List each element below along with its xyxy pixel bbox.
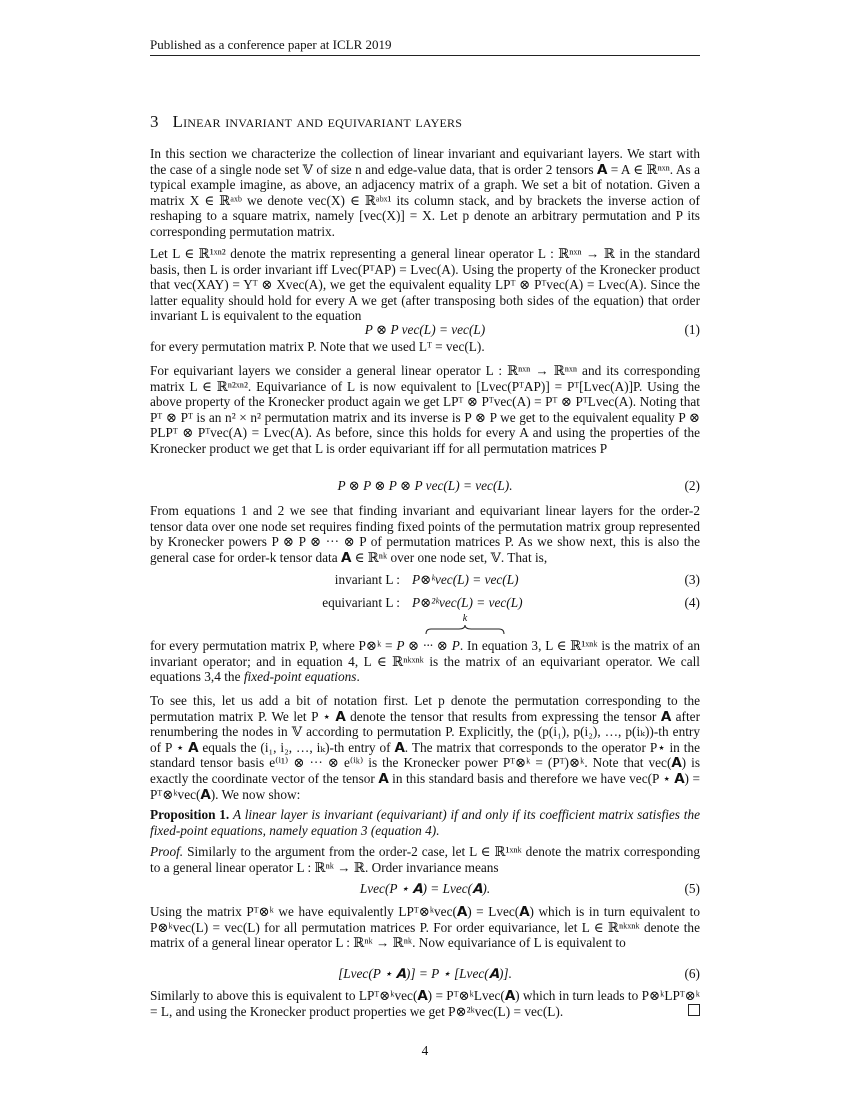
paragraph-equivariance: For equivariant layers we consider a general linear operator L : ℝⁿˣⁿ → ℝⁿˣⁿ and its corresponding matrix L ∈ ℝⁿ²ˣⁿ². Equivariance of L is now equivalent to [Lvec(PᵀAP)] = Pᵀ[Lvec(A)]P. Using the above property of the Kronecker product again we get LPᵀ ⊗ Pᵀvec(A) = Pᵀ ⊗ PᵀLvec(A). Noting that Pᵀ ⊗ Pᵀ is an n² × n² permutation matrix and its inverse is P ⊗ P we get to the equivalent equality P ⊗ PLPᵀ ⊗ Pᵀvec(A) = Lvec(A). As before, since this holds for every A and using the properties of the Kronecker product we get that L is order equivariant iff for all permutation matrices P xyxy=(150,363,700,456)
proof-label: Proof. xyxy=(150,844,184,859)
equation-4 xyxy=(150,595,700,611)
equation-4-label: equivariant L : xyxy=(322,595,400,610)
paragraph-fixed-point-equations xyxy=(150,638,700,685)
header-rule xyxy=(150,55,700,56)
running-header: Published as a conference paper at ICLR 2019 xyxy=(150,37,392,52)
paragraph-equivalence: Using the matrix Pᵀ⊗ᵏ we have equivalently LPᵀ⊗ᵏvec(𝗔) = Lvec(𝗔) which is in turn equivalent to P⊗ᵏvec(L) = vec(L) for all permutation matrices P. For order equivariance, let L ∈ ℝⁿᵏˣⁿᵏ denote the matrix of a general linear operator L : ℝⁿᵏ → ℝⁿᵏ. Now equivariance of L is equivalent to xyxy=(150,904,700,951)
proposition-text: A linear layer is invariant (equivariant) if and only if its coefficient matrix satisfies the fixed-point equations, namely equation 3 (equation 4). xyxy=(150,807,701,838)
fixed-point-text-b: . In equation 3, L ∈ ℝ¹ˣⁿᵏ is the matrix of an invariant operator; and in equation 4, L ∈ ℝⁿᵏˣⁿᵏ is the matrix of an equivariant operator. We call equations 3,4 the xyxy=(150,638,700,685)
paragraph-fixed-points: From equations 1 and 2 we see that finding invariant and equivariant linear layers for the order-2 tensor data over one node set requires finding fixed points of the permutation matrix group represented by Kronecker powers P ⊗ P ⊗ ··· ⊗ P of permutation matrices P. As we show next, this is also the general case for order-k tensor data 𝗔 ∈ ℝⁿᵏ over one node set, 𝕍. That is, xyxy=(150,503,700,565)
equation-1-number: (1) xyxy=(684,322,700,337)
overbrace-label: k xyxy=(462,613,468,624)
equation-4-number: (4) xyxy=(684,595,700,610)
equation-1-body: P ⊗ P vec(L) = vec(L) xyxy=(364,322,486,337)
section-title: Linear invariant and equivariant layers xyxy=(172,112,463,131)
equation-5 xyxy=(150,881,700,897)
proposition-label: Proposition 1. xyxy=(150,807,230,822)
equation-3-label: invariant L : xyxy=(334,572,400,587)
equation-5-number: (5) xyxy=(684,881,700,896)
conclusion-text: Similarly to above this is equivalent to LPᵀ⊗ᵏvec(𝗔) = Pᵀ⊗ᵏLvec(𝗔) which in turn leads to P⊗ᵏLPᵀ⊗ᵏ = L, and using the Kronecker product properties we get P⊗²ᵏvec(L) = vec(L). xyxy=(150,988,700,1019)
equation-3 xyxy=(150,572,700,588)
fixed-point-text-d: . xyxy=(356,669,360,685)
paragraph-intro: In this section we characterize the collection of linear invariant and equivariant layers. We start with the case of a single node set 𝕍 of size n and edge-value data, that is order 2 tensors 𝗔 = A ∈ ℝⁿˣⁿ. As a typical example imagine, as above, an adjacency matrix of a graph. We set a bit of notation. Given a matrix X ∈ ℝᵃˣᵇ we denote vec(X) ∈ ℝᵃᵇˣ¹ its column stack, and by brackets the inverse action of reshaping to a square matrix, namely [vec(X)] = X. Let p denote an arbitrary permutation and P its corresponding permutation matrix. xyxy=(150,146,700,239)
equation-3-number: (3) xyxy=(684,572,700,587)
paragraph-conclusion xyxy=(150,988,700,1019)
equation-5-body: Lvec(P ⋆ 𝗔) = Lvec(𝗔). xyxy=(359,881,491,896)
equation-4-body: P⊗²ᵏvec(L) = vec(L) xyxy=(412,595,523,610)
section-heading xyxy=(150,112,700,132)
proposition xyxy=(150,807,700,838)
equation-6-body: [Lvec(P ⋆ 𝗔)] = P ⋆ [Lvec(𝗔)]. xyxy=(338,966,512,981)
overbrace xyxy=(425,615,505,637)
fixed-point-emphasis: fixed-point equations xyxy=(243,669,357,685)
paragraph-note: for every permutation matrix P. Note that we used Lᵀ = vec(L). xyxy=(150,339,485,354)
overbrace-glyph xyxy=(425,625,505,635)
section-number: 3 xyxy=(150,112,159,131)
equation-6 xyxy=(150,966,700,982)
proof xyxy=(150,844,700,875)
equation-1 xyxy=(150,322,700,338)
paragraph-invariance: Let L ∈ ℝ¹ˣⁿ² denote the matrix representing a general linear operator L : ℝⁿˣⁿ → ℝ in the standard basis, then L is order invariant iff Lvec(PᵀAP) = Lvec(A). Using the property of the Kronecker product that vec(XAY) = Yᵀ ⊗ Xvec(A), we get the equivalent equality LPᵀ ⊗ Pᵀvec(A) = Lvec(A). Since the latter equality should hold for every A we get (after transposing both sides of the equation) that order invariant L is equivalent to the equation xyxy=(150,246,700,324)
equation-2-body: P ⊗ P ⊗ P ⊗ P vec(L) = vec(L). xyxy=(337,478,513,493)
paragraph-notation: To see this, let us add a bit of notation first. Let p denote the permutation corresponding to the permutation matrix P. We let P ⋆ 𝗔 denote the tensor that results from expressing the tensor 𝗔 after renumbering the nodes in 𝕍 according to permutation P. Explicitly, the (p(i₁), p(i₂), …, p(iₖ))-th entry of P ⋆ 𝗔 equals the (i₁, i₂, …, iₖ)-th entry of 𝗔. The matrix that corresponds to the operator P⋆ in the standard tensor basis e⁽ⁱ¹⁾ ⊗ ··· ⊗ e⁽ⁱᵏ⁾ is the Kronecker power Pᵀ⊗ᵏ = (Pᵀ)⊗ᵏ. Note that vec(𝗔) is exactly the coordinate vector of the tensor 𝗔 in this standard basis and therefore we have vec(P ⋆ 𝗔) = Pᵀ⊗ᵏvec(𝗔). We now show: xyxy=(150,693,700,802)
overbrace-content: P ⊗ ··· ⊗ P xyxy=(396,638,460,653)
page-number: 4 xyxy=(421,1043,429,1058)
equation-3-body: P⊗ᵏvec(L) = vec(L) xyxy=(412,572,519,587)
equation-2-number: (2) xyxy=(684,478,700,493)
equation-2 xyxy=(150,478,700,494)
qed-icon xyxy=(688,1004,700,1016)
proof-text: Similarly to the argument from the order-2 case, let L ∈ ℝ¹ˣⁿᵏ denote the matrix corresponding to a general linear operator L : ℝⁿᵏ → ℝ. Order invariance means xyxy=(150,844,700,875)
equation-6-number: (6) xyxy=(684,966,700,981)
fixed-point-text-a: for every permutation matrix P, where P⊗ᵏ = xyxy=(150,638,397,653)
